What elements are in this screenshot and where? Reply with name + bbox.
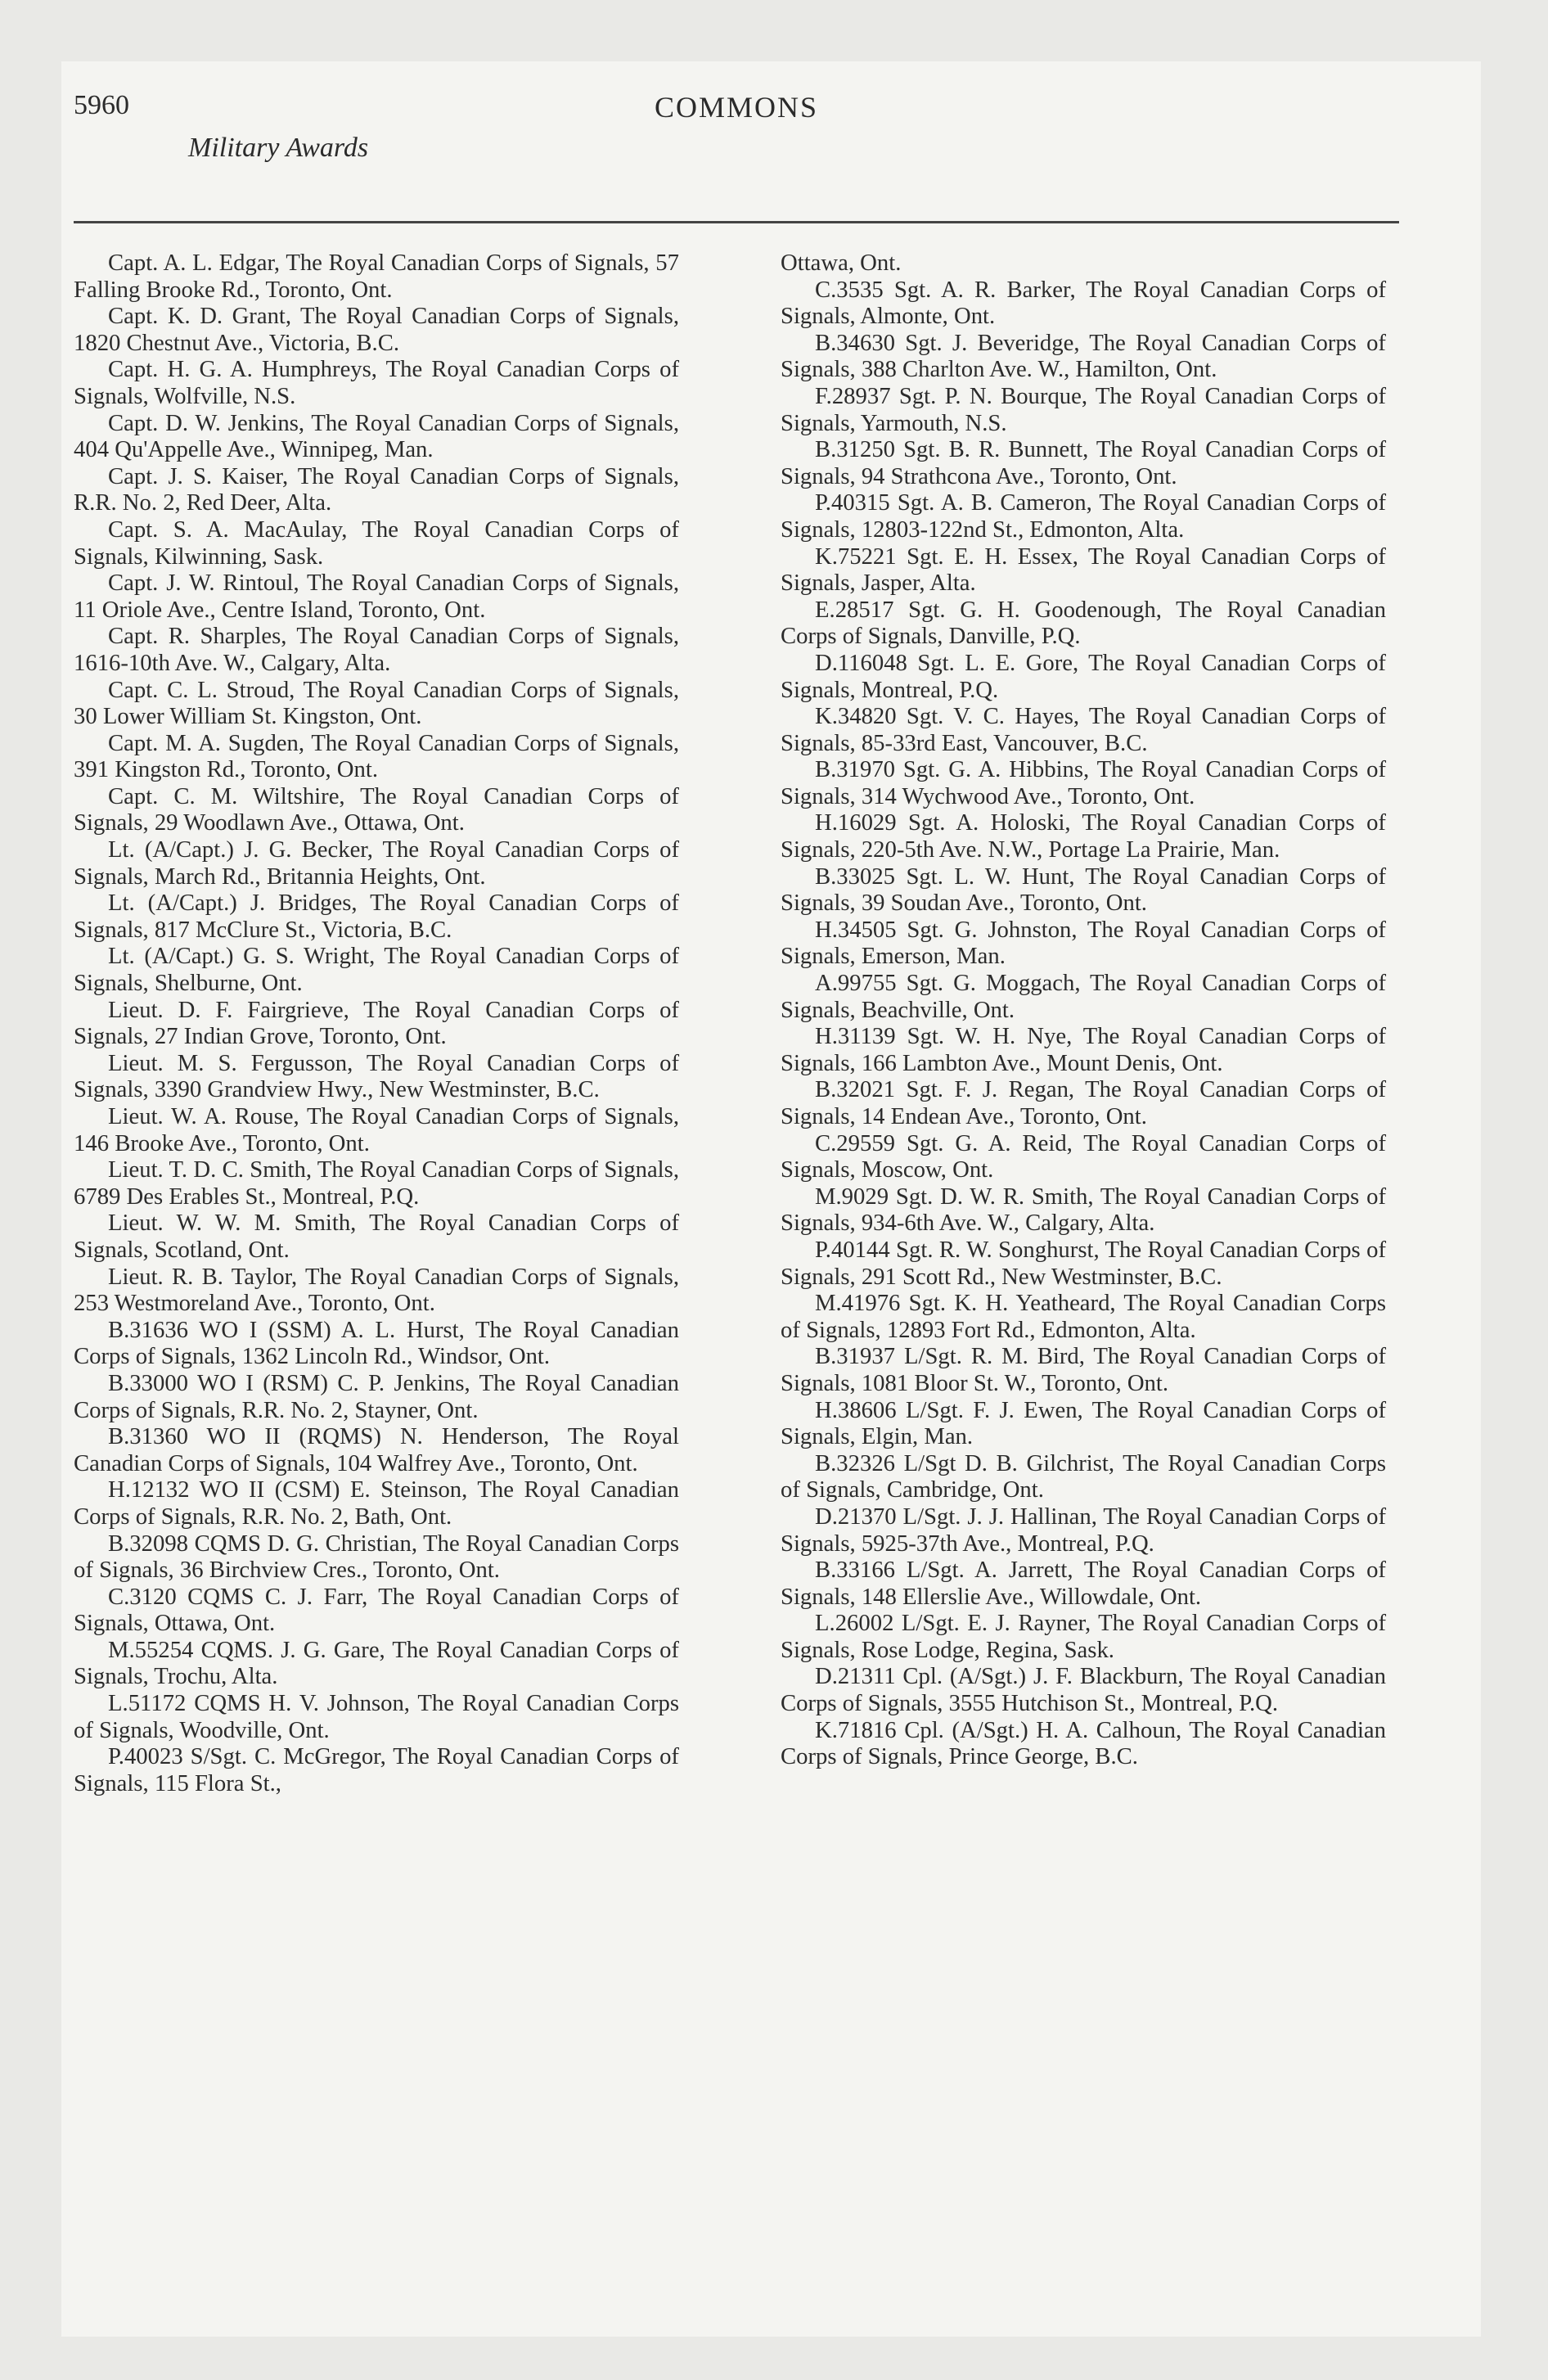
- award-entry: H.16029 Sgt. A. Holoski, The Royal Canadian Corps of Signals, 220-5th Ave. N.W., Portage La Prairie, Man.: [781, 809, 1386, 863]
- running-title: COMMONS: [654, 91, 819, 124]
- award-entry: F.28937 Sgt. P. N. Bourque, The Royal Canadian Corps of Signals, Yarmouth, N.S.: [781, 382, 1386, 436]
- award-entry: M.55254 CQMS. J. G. Gare, The Royal Canadian Corps of Signals, Trochu, Alta.: [74, 1636, 679, 1690]
- award-entry: H.31139 Sgt. W. H. Nye, The Royal Canadian Corps of Signals, 166 Lambton Ave., Mount Denis, Ont.: [781, 1023, 1386, 1076]
- award-entry: L.26002 L/Sgt. E. J. Rayner, The Royal Canadian Corps of Signals, Rose Lodge, Regina, Sask.: [781, 1610, 1386, 1663]
- award-entry: C.3120 CQMS C. J. Farr, The Royal Canadian Corps of Signals, Ottawa, Ont.: [74, 1583, 679, 1637]
- award-entry: B.31937 L/Sgt. R. M. Bird, The Royal Canadian Corps of Signals, 1081 Bloor St. W., Toronto, Ont.: [781, 1343, 1386, 1396]
- award-entry: C.29559 Sgt. G. A. Reid, The Royal Canadian Corps of Signals, Moscow, Ont.: [781, 1129, 1386, 1183]
- award-entry: B.31970 Sgt. G. A. Hibbins, The Royal Canadian Corps of Signals, 314 Wychwood Ave., Toronto, Ont.: [781, 756, 1386, 809]
- award-entry: H.12132 WO II (CSM) E. Steinson, The Royal Canadian Corps of Signals, R.R. No. 2, Bath, Ont.: [74, 1476, 679, 1530]
- award-entry: B.33025 Sgt. L. W. Hunt, The Royal Canadian Corps of Signals, 39 Soudan Ave., Toronto, Ont.: [781, 863, 1386, 917]
- left-column: [74, 250, 679, 2271]
- award-entry: B.32326 L/Sgt D. B. Gilchrist, The Royal Canadian Corps of Signals, Cambridge, Ont.: [781, 1449, 1386, 1503]
- award-entry: Lieut. T. D. C. Smith, The Royal Canadian Corps of Signals, 6789 Des Erables St., Montreal, P.Q.: [74, 1156, 679, 1210]
- award-entry: H.34505 Sgt. G. Johnston, The Royal Canadian Corps of Signals, Emerson, Man.: [781, 916, 1386, 970]
- award-entry: B.33166 L/Sgt. A. Jarrett, The Royal Canadian Corps of Signals, 148 Ellerslie Ave., Willowdale, Ont.: [781, 1557, 1386, 1610]
- award-entry: Capt. C. L. Stroud, The Royal Canadian Corps of Signals, 30 Lower William St. Kingston, Ont.: [74, 676, 679, 730]
- award-entry: D.21370 L/Sgt. J. J. Hallinan, The Royal Canadian Corps of Signals, 5925-37th Ave., Montreal, P.Q.: [781, 1503, 1386, 1557]
- award-entry: Lieut. W. A. Rouse, The Royal Canadian Corps of Signals, 146 Brooke Ave., Toronto, Ont.: [74, 1103, 679, 1156]
- award-entry: Capt. C. M. Wiltshire, The Royal Canadian Corps of Signals, 29 Woodlawn Ave., Ottawa, Ont.: [74, 782, 679, 836]
- award-entry: Lt. (A/Capt.) G. S. Wright, The Royal Canadian Corps of Signals, Shelburne, Ont.: [74, 943, 679, 997]
- award-entry: K.71816 Cpl. (A/Sgt.) H. A. Calhoun, The Royal Canadian Corps of Signals, Prince George, B.C.: [781, 1716, 1386, 1770]
- award-entry: E.28517 Sgt. G. H. Goodenough, The Royal Canadian Corps of Signals, Danville, P.Q.: [781, 596, 1386, 650]
- award-entry: P.40144 Sgt. R. W. Songhurst, The Royal Canadian Corps of Signals, 291 Scott Rd., New Westminster, B.C.: [781, 1236, 1386, 1290]
- award-entry: M.41976 Sgt. K. H. Yeatheard, The Royal Canadian Corps of Signals, 12893 Fort Rd., Edmonton, Alta.: [781, 1290, 1386, 1343]
- award-entry: B.32021 Sgt. F. J. Regan, The Royal Canadian Corps of Signals, 14 Endean Ave., Toronto, Ont.: [781, 1076, 1386, 1129]
- award-entry: Capt. K. D. Grant, The Royal Canadian Corps of Signals, 1820 Chestnut Ave., Victoria, B.C.: [74, 303, 679, 356]
- award-entry: D.21311 Cpl. (A/Sgt.) J. F. Blackburn, The Royal Canadian Corps of Signals, 3555 Hutchison St., Montreal, P.Q.: [781, 1663, 1386, 1717]
- award-entry: Lt. (A/Capt.) J. Bridges, The Royal Canadian Corps of Signals, 817 McClure St., Victoria, B.C.: [74, 890, 679, 943]
- award-entry: Capt. H. G. A. Humphreys, The Royal Canadian Corps of Signals, Wolfville, N.S.: [74, 356, 679, 409]
- award-entry: Capt. A. L. Edgar, The Royal Canadian Corps of Signals, 57 Falling Brooke Rd., Toronto, Ont.: [74, 250, 679, 303]
- award-entry: A.99755 Sgt. G. Moggach, The Royal Canadian Corps of Signals, Beachville, Ont.: [781, 970, 1386, 1023]
- award-entry: Lieut. R. B. Taylor, The Royal Canadian Corps of Signals, 253 Westmoreland Ave., Toronto, Ont.: [74, 1263, 679, 1317]
- award-entry: Lieut. M. S. Fergusson, The Royal Canadian Corps of Signals, 3390 Grandview Hwy., New Westminster, B.C.: [74, 1049, 679, 1103]
- award-entry: D.116048 Sgt. L. E. Gore, The Royal Canadian Corps of Signals, Montreal, P.Q.: [781, 649, 1386, 703]
- award-entry: Capt. D. W. Jenkins, The Royal Canadian Corps of Signals, 404 Qu'Appelle Ave., Winnipeg, Man.: [74, 409, 679, 463]
- award-entry: K.34820 Sgt. V. C. Hayes, The Royal Canadian Corps of Signals, 85-33rd East, Vancouver, B.C.: [781, 703, 1386, 756]
- award-entry: Lieut. W. W. M. Smith, The Royal Canadian Corps of Signals, Scotland, Ont.: [74, 1210, 679, 1263]
- award-entry: B.32098 CQMS D. G. Christian, The Royal Canadian Corps of Signals, 36 Birchview Cres., Toronto, Ont.: [74, 1530, 679, 1584]
- award-entry: Lieut. D. F. Fairgrieve, The Royal Canadian Corps of Signals, 27 Indian Grove, Toronto, Ont.: [74, 996, 679, 1050]
- page-header: [74, 90, 1399, 221]
- award-entry: Capt. S. A. MacAulay, The Royal Canadian Corps of Signals, Kilwinning, Sask.: [74, 516, 679, 570]
- award-entry: B.31250 Sgt. B. R. Bunnett, The Royal Canadian Corps of Signals, 94 Strathcona Ave., Toronto, Ont.: [781, 436, 1386, 489]
- section-title: Military Awards: [188, 133, 369, 163]
- award-entry: C.3535 Sgt. A. R. Barker, The Royal Canadian Corps of Signals, Almonte, Ont.: [781, 276, 1386, 330]
- award-entry: M.9029 Sgt. D. W. R. Smith, The Royal Canadian Corps of Signals, 934-6th Ave. W., Calgary, Alta.: [781, 1183, 1386, 1237]
- award-entry: Capt. R. Sharples, The Royal Canadian Corps of Signals, 1616-10th Ave. W., Calgary, Alta.: [74, 623, 679, 676]
- award-entry: K.75221 Sgt. E. H. Essex, The Royal Canadian Corps of Signals, Jasper, Alta.: [781, 543, 1386, 597]
- award-entry: B.33000 WO I (RSM) C. P. Jenkins, The Royal Canadian Corps of Signals, R.R. No. 2, Stayner, Ont.: [74, 1369, 679, 1423]
- award-entry: H.38606 L/Sgt. F. J. Ewen, The Royal Canadian Corps of Signals, Elgin, Man.: [781, 1396, 1386, 1450]
- award-entry: Lt. (A/Capt.) J. G. Becker, The Royal Canadian Corps of Signals, March Rd., Britannia Heights, Ont.: [74, 836, 679, 890]
- award-entry: P.40315 Sgt. A. B. Cameron, The Royal Canadian Corps of Signals, 12803-122nd St., Edmonton, Alta.: [781, 489, 1386, 543]
- award-entry: B.31360 WO II (RQMS) N. Henderson, The Royal Canadian Corps of Signals, 104 Walfrey Ave., Toronto, Ont.: [74, 1423, 679, 1476]
- award-entry: Ottawa, Ont.: [781, 250, 902, 276]
- award-entry: B.31636 WO I (SSM) A. L. Hurst, The Royal Canadian Corps of Signals, 1362 Lincoln Rd., Windsor, Ont.: [74, 1316, 679, 1370]
- right-column: [781, 250, 1386, 2271]
- award-entry: L.51172 CQMS H. V. Johnson, The Royal Canadian Corps of Signals, Woodville, Ont.: [74, 1690, 679, 1743]
- header-rule: [74, 221, 1399, 223]
- award-entry: Capt. J. S. Kaiser, The Royal Canadian Corps of Signals, R.R. No. 2, Red Deer, Alta.: [74, 462, 679, 516]
- award-entry: B.34630 Sgt. J. Beveridge, The Royal Canadian Corps of Signals, 388 Charlton Ave. W., Hamilton, Ont.: [781, 329, 1386, 383]
- award-entry: P.40023 S/Sgt. C. McGregor, The Royal Canadian Corps of Signals, 115 Flora St.,: [74, 1743, 679, 1796]
- page-number: 5960: [74, 90, 129, 120]
- award-entry: Capt. J. W. Rintoul, The Royal Canadian Corps of Signals, 11 Oriole Ave., Centre Island, Toronto, Ont.: [74, 570, 679, 623]
- award-entry: Capt. M. A. Sugden, The Royal Canadian Corps of Signals, 391 Kingston Rd., Toronto, Ont.: [74, 729, 679, 783]
